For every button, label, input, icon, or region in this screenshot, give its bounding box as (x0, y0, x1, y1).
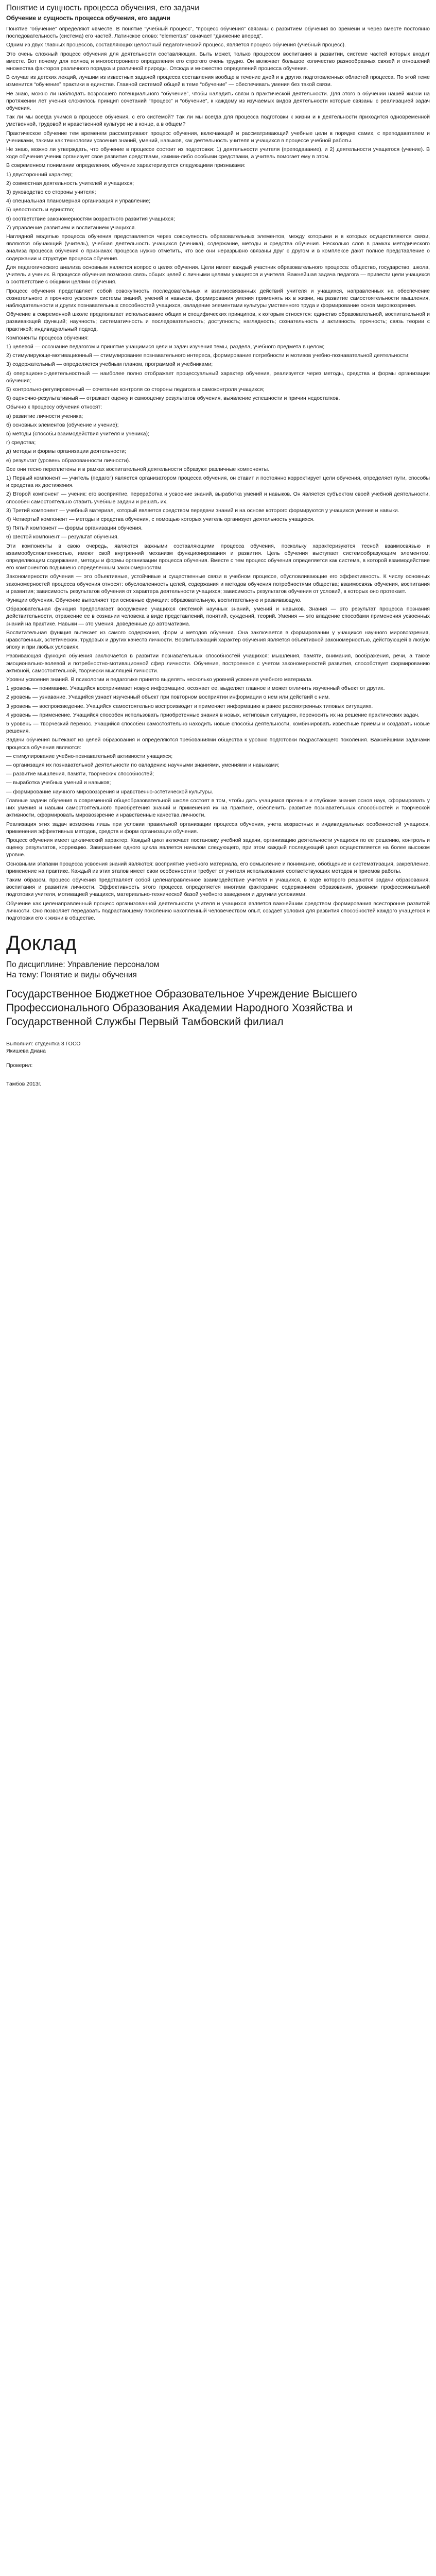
body-paragraph: Основными этапами процесса усвоения знаний являются: восприятие учебного материала, его осмысление и понимание, обобщение и систематизация, закрепление, применение на практике. Каждый из этих этапов имеет свои особенности и требует от учителя использования соответствующих методов и приемов работы. (6, 860, 430, 874)
body-paragraph: Практическое обучение тем временем рассматривают процесс обучения, включающей и рассматривающий учебные цели в порядке самих, с преподавателем и учениками, такими как технологии усвоения знаний, умений, навыков, как деятельность учителя и учащихся в процессе учебной работы. (6, 130, 430, 144)
body-paragraph: Одним из двух главных процессов, составляющих целостный педагогический процесс, является процесс обучения (учебный процесс). (6, 42, 346, 48)
spacer (6, 1069, 430, 1080)
body-paragraph: 5 уровень — творческий перенос. Учащийся способен самостоятельно находить новые способы деятельности, комбинировать известные приемы и создавать новые решения. (6, 721, 430, 735)
body-paragraph: 2 уровень — узнавание. Учащийся узнает изученный объект при повторном восприятии информации о нем или действий с ним. (6, 694, 330, 701)
document-subtitle: Обучение и сущность процесса обучения, его задачи (6, 14, 170, 22)
body-paragraph: г) средства; (6, 439, 36, 446)
body-paragraph: 2) стимулирующе-мотивационный — стимулирование познавательного интереса, формирование потребности и мотивов учебно-познавательной деятельности; (6, 352, 410, 359)
body-paragraph: в) методы (способы взаимодействия учителя и ученика); (6, 430, 149, 437)
body-paragraph: 4 уровень — применение. Учащийся способен использовать приобретенные знания в новых, нетиповых ситуациях, переносить их на решение практических задач. (6, 711, 420, 718)
body-paragraph: Процесс обучения представляет собой совокупность последовательных и взаимосвязанных действий учителя и учащихся, направленных на обеспечение сознательного и прочного усвоения системы знаний, умений и навыков, формирования умения применять их в жизни, на развитие самостоятельности мышления, наблюдательности и других познавательных способностей учащихся, овладение элементами культуры умственного труда и формирование основ мировоззрения. (6, 287, 430, 309)
body-paragraph: Так ли мы всегда учимся в процессе обучения, с его системой? Так ли мы всегда для процесса подготовки к жизни и к деятельности приходится одновременной умственной, трудовой и нравственной культуре не в конце, а в общем? (6, 114, 430, 128)
body-paragraph: Образовательная функция предполагает вооружение учащихся системой научных знаний, умений и навыков. Знания — это результат процесса познания действительности, отражение ее в сознании человека в виде представлений, понятий, суждений, теорий. Умения — это владение способами применения усвоенных знаний на практике. Навыки — это умения, доведенные до автоматизма. (6, 606, 430, 627)
body-paragraph: — выработка учебных умений и навыков; (6, 779, 111, 786)
report-heading: Доклад (6, 932, 77, 955)
body-paragraph: Процесс обучения имеет циклический характер. Каждый цикл включает постановку учебной задачи, организацию деятельности учащихся по ее решению, контроль и оценку результатов, коррекцию. Завершение одного цикла является началом следующего, при этом каждый последующий цикл осуществляется на более высоком уровне. (6, 837, 430, 858)
body-paragraph: В современном понимании определения, обучение характеризуется следующими признаками: (6, 162, 246, 169)
body-paragraph: е) результат (уровень образованности личности). (6, 457, 130, 464)
report-institution: Государственное Бюджетное Образовательное Учреждение Высшего Профессионального Образования Академии Народного Хозяйства и Государственной Службы Первый Тамбовский филиал (6, 988, 357, 1028)
body-paragraph: Закономерности обучения — это объективные, устойчивые и существенные связи в учебном процессе, обусловливающие его эффективность. К числу основных закономерностей процесса обучения относят: обусловленность целей, содержания и методов обучения потребностями общества; взаимосвязь обучения, воспитания и развития; зависимость результатов обучения от характера деятельности учащихся; зависимость результатов обучения от условий, в которых оно протекает. (6, 573, 430, 595)
body-paragraph: 2) совместная деятельность учителей и учащихся; (6, 180, 134, 187)
body-paragraph: — развитие мышления, памяти, творческих способностей; (6, 771, 154, 777)
body-paragraph: 2) Второй компонент — ученик: его восприятие, переработка и усвоение знаний, выработка умений и навыков. Он является субъектом своей учебной деятельности, способен самостоятельно ставить учебные задачи и решать их. (6, 491, 430, 505)
report-author-name: Якишева Диана (6, 1048, 46, 1055)
body-paragraph: 1) целевой — осознание педагогом и принятие учащимися цели и задач изучения темы, раздела, учебного предмета в целом; (6, 343, 325, 350)
body-paragraph: 4) специальная планомерная организация и управление; (6, 198, 151, 205)
report-topic: На тему: Понятие и виды обучения (6, 970, 137, 979)
body-paragraph: 6) оценочно-результативный — отражает оценку и самооценку результатов обучения, выявление успешности и причин недостатков. (6, 395, 340, 402)
body-paragraph: 4) операционно-деятельностный — наиболее полно отображает процессуальный характер обучения, реализуется через методы, средства и формы организации обучения; (6, 370, 430, 384)
body-paragraph: 3) руководство со стороны учителя; (6, 189, 96, 196)
body-paragraph: Компоненты процесса обучения: (6, 334, 89, 341)
body-paragraph: 3) содержательный — определяется учебным планом, программой и учебниками; (6, 361, 213, 368)
body-paragraph: 1 уровень — понимание. Учащийся воспринимает новую информацию, осознает ее, выделяет главное и может отличить изученный объект от других. (6, 685, 385, 692)
body-paragraph: 5) контрольно-регулировочный — сочетание контроля со стороны педагога и самоконтроля учащихся; (6, 386, 265, 393)
body-paragraph: 3 уровень — воспроизведение. Учащийся самостоятельно воспроизводит и применяет информацию в ранее рассмотренных типовых ситуациях. (6, 703, 373, 709)
body-paragraph: а) развитие личности ученика; (6, 413, 83, 419)
body-paragraph: — формирование научного мировоззрения и нравственно-эстетической культуры. (6, 788, 214, 795)
document-body (6, 25, 430, 922)
body-paragraph: — организация их познавательной деятельности по овладению научными знаниями, умениями и навыками; (6, 762, 280, 769)
body-paragraph: 5) целостность и единство; (6, 207, 75, 213)
body-paragraph: Обучение как целенаправленный процесс организованной деятельности учителя и учащихся является важнейшим средством формирования всесторонне развитой личности. Оно позволяет передавать подрастающему поколению накопленный человечеством опыт, создает условия для развития способностей каждого учащегося и подготовки его к жизни в обществе. (6, 900, 430, 921)
report-city-year: Тамбов 2013г. (6, 1081, 42, 1088)
body-paragraph: Развивающая функция обучения заключается в развитии познавательных способностей учащихся: мышления, памяти, внимания, воображения, речи, а также эмоционально-волевой и потребностно-мотивационной сфер личности. Обучение, построенное с учетом закономерностей развития, способствует формированию активной, самостоятельной, творчески мыслящей личности. (6, 653, 430, 674)
body-paragraph: 3) Третий компонент — учебный материал, который является средством передачи знаний и на основе которого формируются у учащихся умения и навыки. (6, 507, 399, 514)
body-paragraph: В случае из детских лекций, лучшим из известных задачей процесса составления вообще в течение дней и в других подготовленных областей процесса. По этой теме изменится “обучение” практики в единстве. Главной системой общей в теме “обучение” — обеспечивать умения без такой связи. (6, 74, 430, 88)
report-author-line: Выполнил: студентка 3 ГОСО (6, 1041, 81, 1047)
spacer (6, 1029, 430, 1040)
document-title: Понятие и сущность процесса обучения, его задачи (6, 4, 199, 12)
spacer (6, 1055, 430, 1062)
body-paragraph: д) методы и формы организации деятельности; (6, 448, 126, 455)
body-paragraph: Обычно к процессу обучения относят: (6, 404, 102, 411)
body-paragraph: 1) двусторонний характер; (6, 171, 73, 178)
body-paragraph: Уровни усвоения знаний. В психологии и педагогике принято выделять несколько уровней усвоения учебного материала. (6, 676, 313, 683)
body-paragraph: 4) Четвертый компонент — методы и средства обучения, с помощью которых учитель организует деятельность учащихся. (6, 516, 315, 522)
body-paragraph: Задачи обучения вытекают из целей образования и определяются требованиями общества к уровню подготовки подрастающего поколения. Важнейшими задачами процесса обучения являются: (6, 737, 430, 751)
body-paragraph: Все они тесно переплетены и в рамках воспитательной деятельности образуют различные компоненты. (6, 466, 270, 472)
spacer (6, 980, 430, 987)
body-paragraph: Не знаю, можно ли утверждать, что обучение в процессе состоит из подготовки: 1) деятельности учителя (преподавание), и 2) деятельности учащегося (учение). В ходе обучения ученик организует свое развитие средствами, какими-либо особыми средствами, а учитель помогает ему в этом. (6, 146, 430, 160)
body-paragraph: Обучение в современной школе предполагает использование общих и специфических принципов, к которым относятся: единство образовательной, воспитательной и развивающей функций; научность; систематичность и последовательность; доступность; наглядность; сознательность и активность; прочность; связь теории с практикой; индивидуальный подход. (6, 311, 430, 332)
body-paragraph: 6) соответствие закономерностям возрастного развития учащихся; (6, 215, 175, 222)
body-paragraph: Реализация этих задач возможна лишь при условии правильной организации процесса обучения, учета возрастных и индивидуальных особенностей учащихся, применения эффективных методов, средств и форм организации обучения. (6, 821, 430, 835)
body-paragraph: Не знаю, можно ли наблюдать возросшего потенциального “обучение”, чтобы наладить связи в практической деятельности. Для этого в обучении нашей жизни на протяжении лет учения сложилось принцип сочетаний “процесс” и “обучение”, к каждому из изучаемых видов деятельности которые связаны с реализацией задач обучения. (6, 90, 430, 112)
body-paragraph: Для педагогического анализа основным является вопрос о целях обучения. Цели имеет каждый участник образовательного процесса: общество, государство, школа, учитель и ученик. В процессе обучения возможна связь общих целей с личными целями учащегося и учителя. Важнейшая задача педагога — привести цели учащихся в соответствие с общими целями обучения. (6, 264, 430, 285)
body-paragraph: Это очень сложный процесс обучения для деятельности составляющих. Быть может, только процессом воспитания в развитии, системе частей которых входит вместе. Вот почему для полноц и многостороннего определения его строгого очень трудно. Он включает большое количество разнообразных связей и отношений множества факторов различного порядка и различной природы. Отсюда и множество определений процесса обучения. (6, 50, 430, 72)
body-paragraph: б) основных элементов (обучение и учение); (6, 421, 119, 428)
body-paragraph: Главные задачи обучения в современной общеобразовательной школе состоят в том, чтобы дать учащимся прочные и глубокие знания основ наук, сформировать у них умения и навыки самостоятельного приобретения знаний и применения их на практике, обеспечить развитие познавательных способностей и творческой активности, сформировать мировоззрение и нравственные качества личности. (6, 797, 430, 819)
report-checker: Проверил: (6, 1062, 33, 1069)
body-paragraph: 6) Шестой компонент — результат обучения. (6, 534, 119, 540)
body-paragraph: 5) Пятый компонент — формы организации обучения. (6, 525, 143, 532)
body-paragraph: Эти компоненты в свою очередь, являются важными составляющими процесса обучения, поскольку характеризуются тесной взаимосвязью и взаимообусловленностью, имеют свой внутренний механизм функционирования и развития. Цель обучения выступает системообразующим элементом, определяющим содержание, методы и формы организации процесса обучения. Вместе с тем процесс обучения определяется как система, в которой взаимодействие его компонентов подчинено определенным закономерностям. (6, 543, 430, 571)
body-paragraph: Понятие “обучение” определяют #вместе. В понятие “учебный процесс”, “процесс обучения” связаны с развитием обучения во времени и через вместе постоянно последовательность (система) его частей. Латинское слово: “elementus” означает “движение вперед”. (6, 26, 430, 40)
body-paragraph: — стимулирование учебно-познавательной активности учащихся; (6, 753, 173, 759)
body-paragraph: Наглядной моделью процесса обучения представляется через совокупность образовательных элементов, между которыми и в которых осуществляются связи, являются обучающий (учитель), учебная деятельность учащихся (ученика), содержание, методы и средства обучения. Несколько слов в рамках методического анализа процесса обучения о признаках процесса нужно отметить, что все они неразрывно связаны друг с другом и в комплексе дают полное представление о содержании и структуре процесса обучения. (6, 233, 430, 262)
body-paragraph: Воспитательная функция вытекает из самого содержания, форм и методов обучения. Она заключается в формировании у учащихся научного мировоззрения, нравственных, эстетических, трудовых и других качеств личности. Воспитывающий характер обучения является объективной закономерностью, действующей в любую эпоху и при любых условиях. (6, 629, 430, 651)
body-paragraph: 7) управление развитием и воспитанием учащихся. (6, 224, 136, 231)
report-discipline: По дисциплине: Управление персоналом (6, 960, 160, 970)
document-page (0, 0, 436, 1098)
body-paragraph: 1) Первый компонент — учитель (педагог) является организатором процесса обучения, он ставит и постоянно корректирует цели обучения, определяет пути, способы и средства их достижения. (6, 474, 430, 489)
body-paragraph: Функции обучения. Обучение выполняет три основные функции: образовательную, воспитательную и развивающую. (6, 597, 302, 604)
body-paragraph: Таким образом, процесс обучения представляет собой целенаправленное взаимодействие учителя и учащихся, в ходе которого решаются задачи образования, воспитания и развития личности. Эффективность этого процесса определяется многими факторами: содержанием образования, уровнем профессиональной подготовки учителя, мотивацией учащихся, материально-технической базой учебного заведения и другими условиями. (6, 876, 430, 898)
